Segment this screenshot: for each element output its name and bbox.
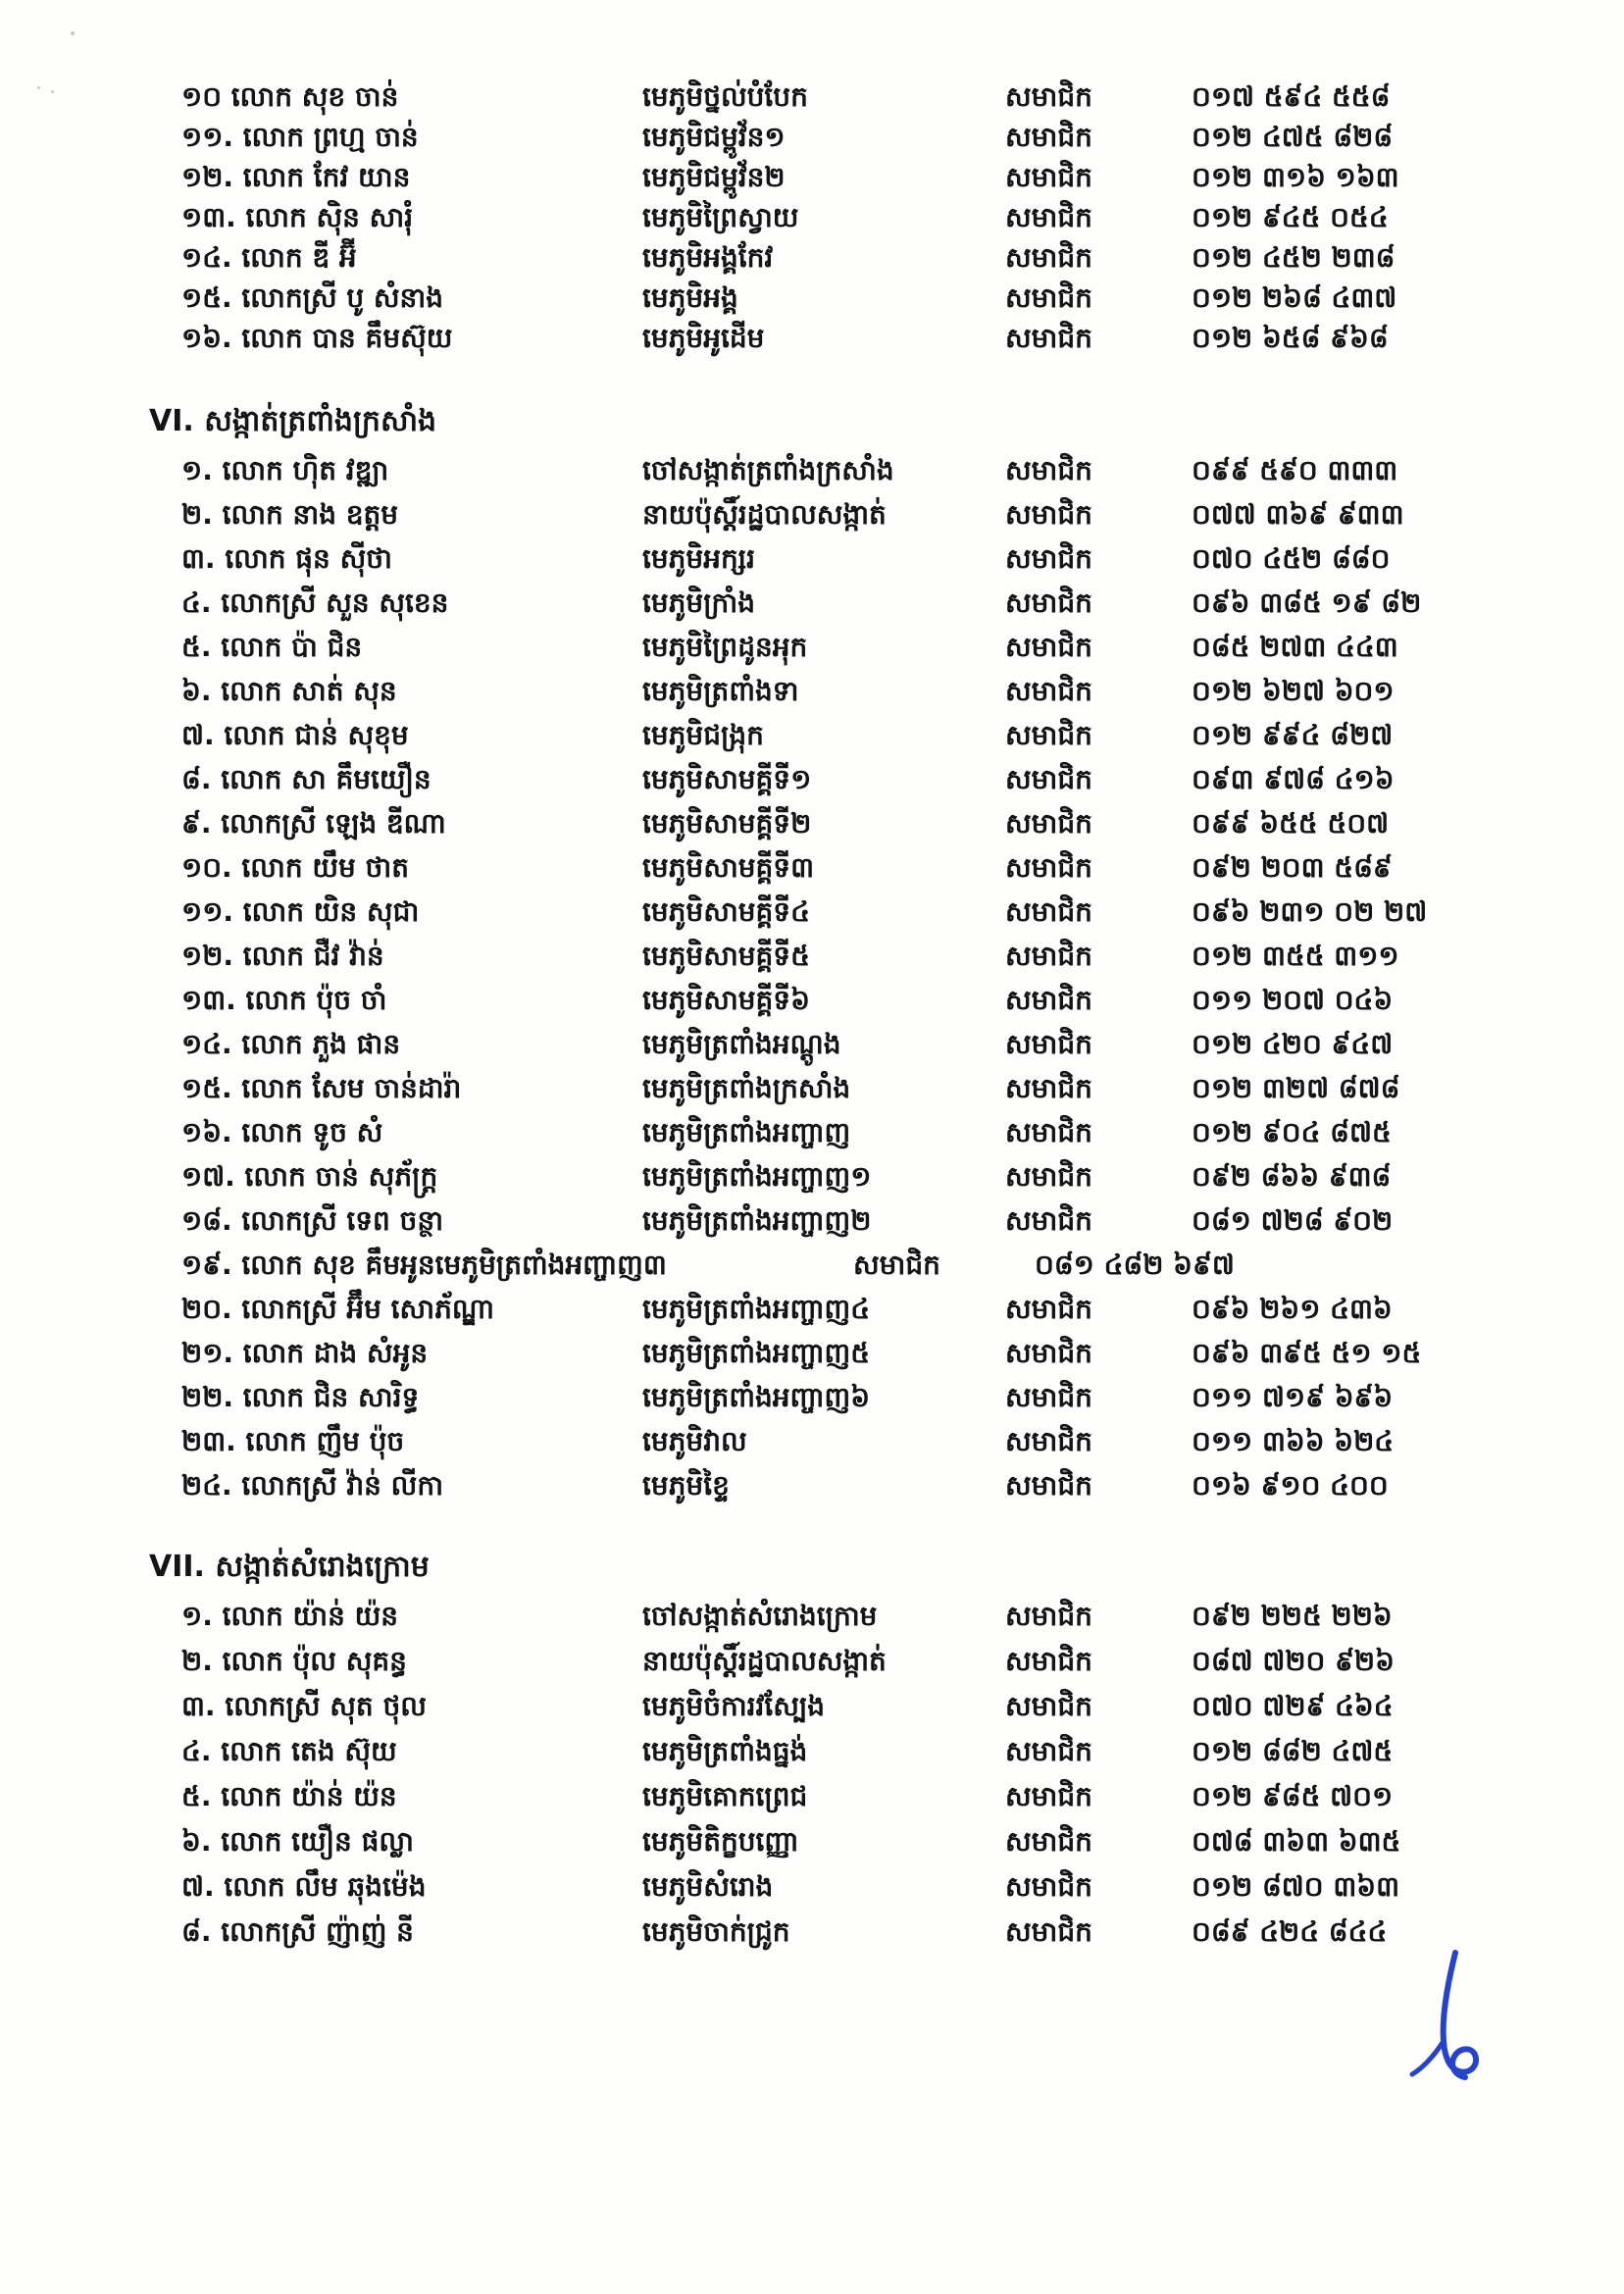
member-number-name (181, 581, 642, 625)
member-phone: ០១៦ ៩១០ ៤០០ (1192, 1469, 1389, 1502)
member-name: លោក ដាង សំអូន (242, 1337, 429, 1369)
member-name: លោក សុខ គឹមអូន (241, 1249, 435, 1281)
roster-document (0, 76, 1624, 1955)
member-position: មេភូមិវាល (642, 1425, 747, 1457)
member-phone: ០៩៩ ៦៥៥ ៥០៧ (1192, 807, 1390, 840)
member-role: សមាជិក (1005, 201, 1092, 233)
member-role: សមាជិក (1005, 586, 1092, 619)
member-phone: ០១១ ៧១៩ ៦៩៦ (1192, 1381, 1394, 1413)
member-position: មេភូមិត្រពាំងធ្នង់ (642, 1735, 808, 1767)
row-number: ២១. (181, 1337, 234, 1369)
member-name: លោក យឿន ផល្លា (221, 1825, 414, 1858)
member-role: សមាជិក (1005, 719, 1092, 751)
roster-row (0, 237, 1624, 278)
member-role: សមាជិក (1005, 80, 1092, 113)
member-name: លោក នាង ឧត្តម (222, 498, 399, 531)
member-name: លោកស្រី ទេព ចន្ថា (241, 1204, 443, 1237)
member-name: លោក តេង ស៊ុយ (221, 1735, 397, 1767)
member-name: លោក សា គឹមយឿន (221, 763, 431, 795)
member-number-name (181, 1419, 642, 1463)
roster-row (0, 1331, 1624, 1375)
row-number: ៩. (181, 807, 212, 840)
member-number-name (181, 448, 642, 492)
member-position: មេភូមិព្រៃដូនអុក (642, 631, 808, 663)
member-number-name (181, 157, 642, 197)
row-number: ២. (181, 1645, 213, 1677)
row-number: ៨. (181, 1915, 212, 1948)
member-number-name (181, 713, 642, 757)
roster-row (0, 1729, 1624, 1774)
member-phone: ០១២ ៩៨៥ ៧០១ (1192, 1780, 1394, 1812)
member-phone: ០៧០ ៧២៩ ៤៦៤ (1192, 1690, 1394, 1722)
member-number-name (181, 1864, 642, 1910)
member-number-name (181, 1022, 642, 1066)
roster-row (0, 1243, 1624, 1287)
member-position: មេភូមិត្រពាំងអញ្ចាញ៦ (642, 1381, 871, 1413)
roster-row (0, 448, 1624, 492)
member-role: សមាជិក (1005, 1780, 1092, 1812)
member-role: សមាជិក (1005, 895, 1092, 928)
member-number-name (181, 1154, 642, 1198)
member-role: សមាជិក (1005, 1204, 1092, 1237)
roster-row (0, 1198, 1624, 1243)
member-position: មេភូមិអក្សរ (642, 542, 755, 575)
row-number: ១៦. (181, 322, 232, 354)
member-position: មេភូមិសំរោង (642, 1870, 774, 1903)
member-name: លោក ភួង ផាន (241, 1028, 401, 1060)
member-name: លោក កែវ យាន (242, 161, 411, 193)
member-phone: ០៩៦ ២៣១ ០២ ២៧ (1192, 895, 1428, 928)
roster-row (0, 1110, 1624, 1154)
member-number-name (181, 76, 642, 117)
member-phone: ០៨៧ ៧២០ ៩២៦ (1192, 1645, 1395, 1677)
member-name: លោកស្រី អ៊ឹម សោភ័ណ្ឌា (241, 1293, 494, 1325)
member-name: លោក ស៊ិន សារុំ (245, 201, 414, 233)
member-role: សមាជិក (1005, 1735, 1092, 1767)
member-number-name (181, 1198, 642, 1243)
scan-noise-dot (71, 31, 75, 35)
member-name: លោក ផុន ស៊ីថា (225, 542, 392, 575)
member-role: សមាជិក (1005, 984, 1092, 1016)
member-role: សមាជិក (1005, 1293, 1092, 1325)
roster-row (0, 1639, 1624, 1684)
member-name: លោកស្រី សុត ថុល (225, 1690, 427, 1722)
roster-row (0, 197, 1624, 237)
member-position: នាយប៉ុស្ដិ៍រដ្ឋបាលសង្កាត់ (642, 498, 887, 531)
member-phone: ០៩៦ ៣៨៥ ១៩ ៨២ (1192, 586, 1422, 619)
member-role: សមាជិក (1005, 1028, 1092, 1060)
roster-row (0, 934, 1624, 978)
row-number: ១២. (181, 940, 234, 972)
member-number-name (181, 669, 642, 713)
member-role: សមាជិក (853, 1249, 940, 1281)
member-role: សមាជិក (1005, 807, 1092, 840)
member-number-name (181, 625, 642, 669)
member-name: លោក យិន សុជា (242, 895, 420, 928)
member-role: សមាជិក (1005, 1825, 1092, 1858)
row-number: ១៧. (181, 1160, 235, 1193)
member-phone: ០៩៦ ២៦១ ៤៣៦ (1192, 1293, 1393, 1325)
member-number-name (181, 978, 642, 1022)
roster-row (0, 625, 1624, 669)
roster-row (0, 669, 1624, 713)
roster-row (0, 1910, 1624, 1955)
member-phone: ០១១ ៣៦៦ ៦២៤ (1192, 1425, 1395, 1457)
member-number-name (181, 1375, 642, 1419)
member-phone: ០៩៣ ៩៧៨ ៤១៦ (1192, 763, 1395, 795)
member-phone: ០៩២ ២០៣ ៥៨៩ (1192, 851, 1393, 884)
member-phone: ០១៧ ៥៩៤ ៥៥៨ (1192, 80, 1391, 113)
roster-row (0, 1154, 1624, 1198)
roster-row (0, 581, 1624, 625)
member-number-name (181, 117, 642, 157)
member-position: មេភូមិគោកព្រេជ (642, 1780, 808, 1812)
section-title: VII. សង្កាត់សំរោងក្រោម (149, 1550, 430, 1584)
row-number: ៧. (181, 719, 215, 751)
row-number: ២. (181, 498, 213, 531)
member-role: សមាជិក (1005, 161, 1092, 193)
member-number-name (181, 890, 642, 934)
member-position: មេភូមិត្រពាំងអណ្ដូង (642, 1028, 841, 1060)
member-phone: ០១២ ៣១៦ ១៦៣ (1192, 161, 1399, 193)
row-number: ១១. (181, 121, 234, 153)
member-number-name-position (181, 1243, 853, 1287)
roster-row (0, 157, 1624, 197)
row-number: ៣. (181, 1690, 216, 1722)
roster-row (0, 757, 1624, 801)
row-number: ១២. (181, 161, 234, 193)
member-role: សមាជិក (1005, 1425, 1092, 1457)
member-phone: ០១២ ៨៧០ ៣៦៣ (1192, 1870, 1399, 1903)
member-name: លោក ឌី អ៊ី (241, 241, 357, 274)
section-vii (0, 1507, 1624, 1955)
member-number-name (181, 1684, 642, 1729)
member-position: មេភូមិអង្គកែវ (642, 241, 774, 274)
member-role: សមាជិក (1005, 1160, 1092, 1193)
member-role: សមាជិក (1005, 1690, 1092, 1722)
member-position: ចៅសង្កាត់ត្រពាំងក្រសាំង (642, 454, 894, 486)
member-name: លោក ជឺវ វ៉ាន់ (242, 940, 384, 972)
member-position: មេភូមិខ្ទៃ (642, 1469, 730, 1502)
member-number-name (181, 801, 642, 845)
blue-pen-mark (1404, 1947, 1493, 2084)
member-name: លោក បាន គឹមស៊ុយ (241, 322, 453, 354)
section-rows (0, 76, 1624, 358)
member-number-name (181, 934, 642, 978)
row-number: ១. (181, 1600, 213, 1632)
member-number-name (181, 1287, 642, 1331)
member-role: សមាជិក (1005, 542, 1092, 575)
member-name: លោក ប៉ុល សុគន្ធ (222, 1645, 407, 1677)
roster-row (0, 278, 1624, 318)
row-number: ៨. (181, 763, 212, 795)
member-name: លោក ជិន សារិទ្ធ (242, 1381, 420, 1413)
member-phone: ០៨៩ ៤២៤ ៨៤៤ (1192, 1915, 1388, 1948)
member-role: សមាជិក (1005, 322, 1092, 354)
member-number-name (181, 237, 642, 278)
roster-row (0, 1419, 1624, 1463)
roster-row (0, 492, 1624, 536)
member-name: លោក យ៉ាន់ យ៉ន (222, 1600, 399, 1632)
member-phone: ០៩៦ ៣៩៥ ៥១ ១៥ (1192, 1337, 1422, 1369)
member-name: លោក ហ៊ិត វឌ្ឍា (222, 454, 389, 486)
member-position: មេភូមិត្រពាំងទា (642, 675, 799, 707)
row-number: ១៣. (181, 984, 236, 1016)
member-position: មេភូមិត្រពាំងអញ្ចាញ៣ (434, 1249, 667, 1281)
member-phone: ០១២ ៤២០ ៩៤៧ (1192, 1028, 1394, 1060)
member-name: លោក លឹម ឆុងម៉េង (224, 1870, 427, 1903)
row-number: ៦. (181, 675, 212, 707)
roster-row (0, 318, 1624, 358)
row-number: ១៣. (181, 201, 236, 233)
member-number-name (181, 1331, 642, 1375)
roster-row (0, 1819, 1624, 1864)
member-role: សមាជិក (1005, 631, 1092, 663)
member-phone: ០៩២ ៨៦៦ ៩៣៨ (1192, 1160, 1392, 1193)
section-vi (0, 358, 1624, 1507)
roster-row (0, 978, 1624, 1022)
row-number: ១. (181, 454, 213, 486)
section-title: VI. សង្កាត់ត្រពាំងក្រសាំង (149, 404, 437, 438)
roster-row (0, 117, 1624, 157)
member-role: សមាជិក (1005, 1381, 1092, 1413)
member-name: លោក ទូច សំ (241, 1116, 383, 1148)
roster-row (0, 1594, 1624, 1639)
member-position: មេភូមិជង្រុក (642, 719, 764, 751)
member-name: លោក យឹម ថាត (241, 851, 409, 884)
member-position: មេភូមិសាមគ្គីទី២ (642, 807, 812, 840)
member-number-name (181, 1066, 642, 1110)
member-phone: ០១២ ៨៨២ ៤៧៥ (1192, 1735, 1394, 1767)
member-phone: ០១២ ៣២៧ ៨៧៨ (1192, 1072, 1400, 1104)
row-number: ១១. (181, 895, 234, 928)
member-position: មេភូមិជម្ពូវ័ន២ (642, 161, 786, 193)
member-phone: ០៧០ ៤៥២ ៨៨០ (1192, 542, 1391, 575)
member-name: លោក យ៉ាន់ យ៉ន (221, 1780, 397, 1812)
member-role: សមាជិក (1005, 454, 1092, 486)
member-role: សមាជិក (1005, 1116, 1092, 1148)
row-number: ២២. (181, 1381, 234, 1413)
member-role: សមាជិក (1005, 1645, 1092, 1677)
roster-row (0, 1287, 1624, 1331)
roster-row (0, 1463, 1624, 1507)
row-number: ១០. (181, 851, 232, 884)
member-position: ចៅសង្កាត់សំរោងក្រោម (642, 1600, 878, 1632)
section-rows (0, 1594, 1624, 1955)
member-role: សមាជិក (1005, 1915, 1092, 1948)
member-name: លោក ញឹម ប៉ុច (245, 1425, 405, 1457)
member-position: មេភូមិត្រពាំងអញ្ចាញ៥ (642, 1337, 871, 1369)
member-position: មេភូមិត្រពាំងអញ្ចាញ២ (642, 1204, 872, 1237)
member-position: មេភូមិអូដើម (642, 322, 765, 354)
row-number: ៤. (181, 1735, 212, 1767)
member-number-name (181, 536, 642, 581)
member-number-name (181, 757, 642, 801)
member-number-name (181, 278, 642, 318)
row-number: ៧. (181, 1870, 215, 1903)
member-name: លោក ជាន់ សុខុម (224, 719, 409, 751)
member-number-name (181, 1639, 642, 1684)
member-position: មេភូមិសាមគ្គីទី៦ (642, 984, 810, 1016)
row-number: ២០. (181, 1293, 232, 1325)
member-role: សមាជិក (1005, 498, 1092, 531)
member-name: លោក ប៉ុច ចាំ (245, 984, 387, 1016)
member-number-name (181, 492, 642, 536)
row-number: ១៤. (181, 241, 232, 274)
member-phone: ០១២ ៦២៧ ៦០១ (1192, 675, 1395, 707)
roster-row (0, 1864, 1624, 1910)
member-position: មេភូមិតិក្ខបញ្ញោ (642, 1825, 799, 1858)
section-v-continued (0, 76, 1624, 358)
row-number: ១៥. (181, 281, 232, 314)
member-name: លោក ព្រហ្ម ចាន់ (242, 121, 419, 153)
member-name: លោក សែម ចាន់ដារ៉ា (241, 1072, 462, 1104)
roster-row (0, 713, 1624, 757)
roster-row (0, 1684, 1624, 1729)
roster-row (0, 890, 1624, 934)
member-name: លោក ចាន់ សុភ័ក្រ្ត (244, 1160, 438, 1193)
member-role: សមាជិក (1005, 1600, 1092, 1632)
member-phone: ០១២ ៩៩៤ ៨២៧ (1192, 719, 1394, 751)
member-role: សមាជិក (1005, 241, 1092, 274)
member-name: លោក សុខ ចាន់ (230, 80, 399, 113)
member-number-name (181, 1594, 642, 1639)
row-number: ៣. (181, 542, 216, 575)
member-position: នាយប៉ុស្ដិ៍រដ្ឋបាលសង្កាត់ (642, 1645, 887, 1677)
row-number: ៥. (181, 1780, 212, 1812)
roster-row (0, 1774, 1624, 1819)
member-phone: ០១២ ២៦៨ ៤៣៧ (1192, 281, 1397, 314)
member-number-name (181, 845, 642, 890)
member-role: សមាជិក (1005, 281, 1092, 314)
roster-row (0, 1066, 1624, 1110)
member-number-name (181, 318, 642, 358)
member-phone: ០១២ ៦៥៨ ៩៦៨ (1192, 322, 1389, 354)
member-phone: ០៩២ ២២៥ ២២៦ (1192, 1600, 1393, 1632)
row-number: ២៤. (181, 1469, 232, 1502)
roster-row (0, 1022, 1624, 1066)
member-phone: ០៧៧ ៣៦៩ ៩៣៣ (1192, 498, 1404, 531)
roster-row (0, 76, 1624, 117)
member-role: សមាជិក (1005, 1870, 1092, 1903)
member-name: លោក សាត់ សុន (221, 675, 397, 707)
member-role: សមាជិក (1005, 121, 1092, 153)
row-number: ៦. (181, 1825, 212, 1858)
member-phone: ០៨៥ ២៧៣ ៤៤៣ (1192, 631, 1398, 663)
row-number: ១០ (181, 80, 223, 113)
member-name: លោកស្រី វ៉ាន់ លីកា (241, 1469, 443, 1502)
member-position: មេភូមិសាមគ្គីទី៥ (642, 940, 810, 972)
member-position: មេភូមិអង្គ (642, 281, 738, 314)
member-position: មេភូមិត្រពាំងអញ្ចាញ៤ (642, 1293, 871, 1325)
member-position: មេភូមិត្រពាំងក្រសាំង (642, 1072, 851, 1104)
member-position: មេភូមិជម្ពូវ័ន១ (642, 121, 786, 153)
member-role: សមាជិក (1005, 1337, 1092, 1369)
member-position: មេភូមិសាមគ្គីទី៣ (642, 851, 814, 884)
roster-row (0, 845, 1624, 890)
member-phone: ០១២ ៤៥២ ២៣៨ (1192, 241, 1396, 274)
member-number-name (181, 1729, 642, 1774)
member-name: លោកស្រី ញ៉ាញ់ នី (221, 1915, 414, 1948)
member-role: សមាជិក (1005, 1469, 1092, 1502)
member-phone: ០១១ ២០៧ ០៤៦ (1192, 984, 1394, 1016)
member-position: មេភូមិសាមគ្គីទី១ (642, 763, 812, 795)
roster-row (0, 1375, 1624, 1419)
row-number: ១៩. (181, 1249, 232, 1281)
member-name: លោក ប៉ា ជិន (221, 631, 363, 663)
row-number: ៥. (181, 631, 212, 663)
row-number: ៤. (181, 586, 212, 619)
member-phone: ០១២ ៤៧៥ ៨២៨ (1192, 121, 1394, 153)
member-phone: ០១២ ៩០៤ ៨៧៥ (1192, 1116, 1392, 1148)
member-position: មេភូមិចាក់ជ្រូក (642, 1915, 790, 1948)
section-rows (0, 448, 1624, 1507)
member-phone: ០១២ ៣៥៥ ៣១១ (1192, 940, 1399, 972)
member-phone: ០៨១ ៤៨២ ៦៩៧ (1035, 1249, 1235, 1281)
member-role: សមាជិក (1005, 851, 1092, 884)
member-role: សមាជិក (1005, 1072, 1092, 1104)
member-phone: ០៧៨ ៣៦៣ ៦៣៥ (1192, 1825, 1401, 1858)
member-position: មេភូមិថ្នល់បំបែក (642, 80, 808, 113)
member-position: មេភូមិត្រពាំងអញ្ចាញ (642, 1116, 851, 1148)
member-name: លោកស្រី ឡេង ឌីណា (221, 807, 446, 840)
row-number: ២៣. (181, 1425, 236, 1457)
row-number: ១៥. (181, 1072, 232, 1104)
member-position: មេភូមិត្រពាំងអញ្ចាញ១ (642, 1160, 872, 1193)
member-role: សមាជិក (1005, 675, 1092, 707)
member-position: មេភូមិព្រៃស្វាយ (642, 201, 799, 233)
member-phone: ០៩៩ ៥៩០ ៣៣៣ (1192, 454, 1398, 486)
member-number-name (181, 1819, 642, 1864)
member-number-name (181, 1110, 642, 1154)
member-phone: ០១២ ៩៤៥ ០៥៤ (1192, 201, 1389, 233)
member-position: មេភូមិក្រាំង (642, 586, 755, 619)
member-number-name (181, 197, 642, 237)
member-number-name (181, 1774, 642, 1819)
member-number-name (181, 1910, 642, 1955)
roster-row (0, 801, 1624, 845)
member-number-name (181, 1463, 642, 1507)
row-number: ១៨. (181, 1204, 232, 1237)
member-role: សមាជិក (1005, 763, 1092, 795)
member-position: មេភូមិចំការវស្បែង (642, 1690, 826, 1722)
member-name: លោកស្រី សួន សុខេន (221, 586, 449, 619)
member-position: មេភូមិសាមគ្គីទី៤ (642, 895, 810, 928)
row-number: ១៦. (181, 1116, 232, 1148)
roster-row (0, 536, 1624, 581)
member-role: សមាជិក (1005, 940, 1092, 972)
member-phone: ០៨១ ៧២៨ ៩០២ (1192, 1204, 1394, 1237)
row-number: ១៤. (181, 1028, 232, 1060)
member-name: លោកស្រី បូ សំនាង (241, 281, 443, 314)
